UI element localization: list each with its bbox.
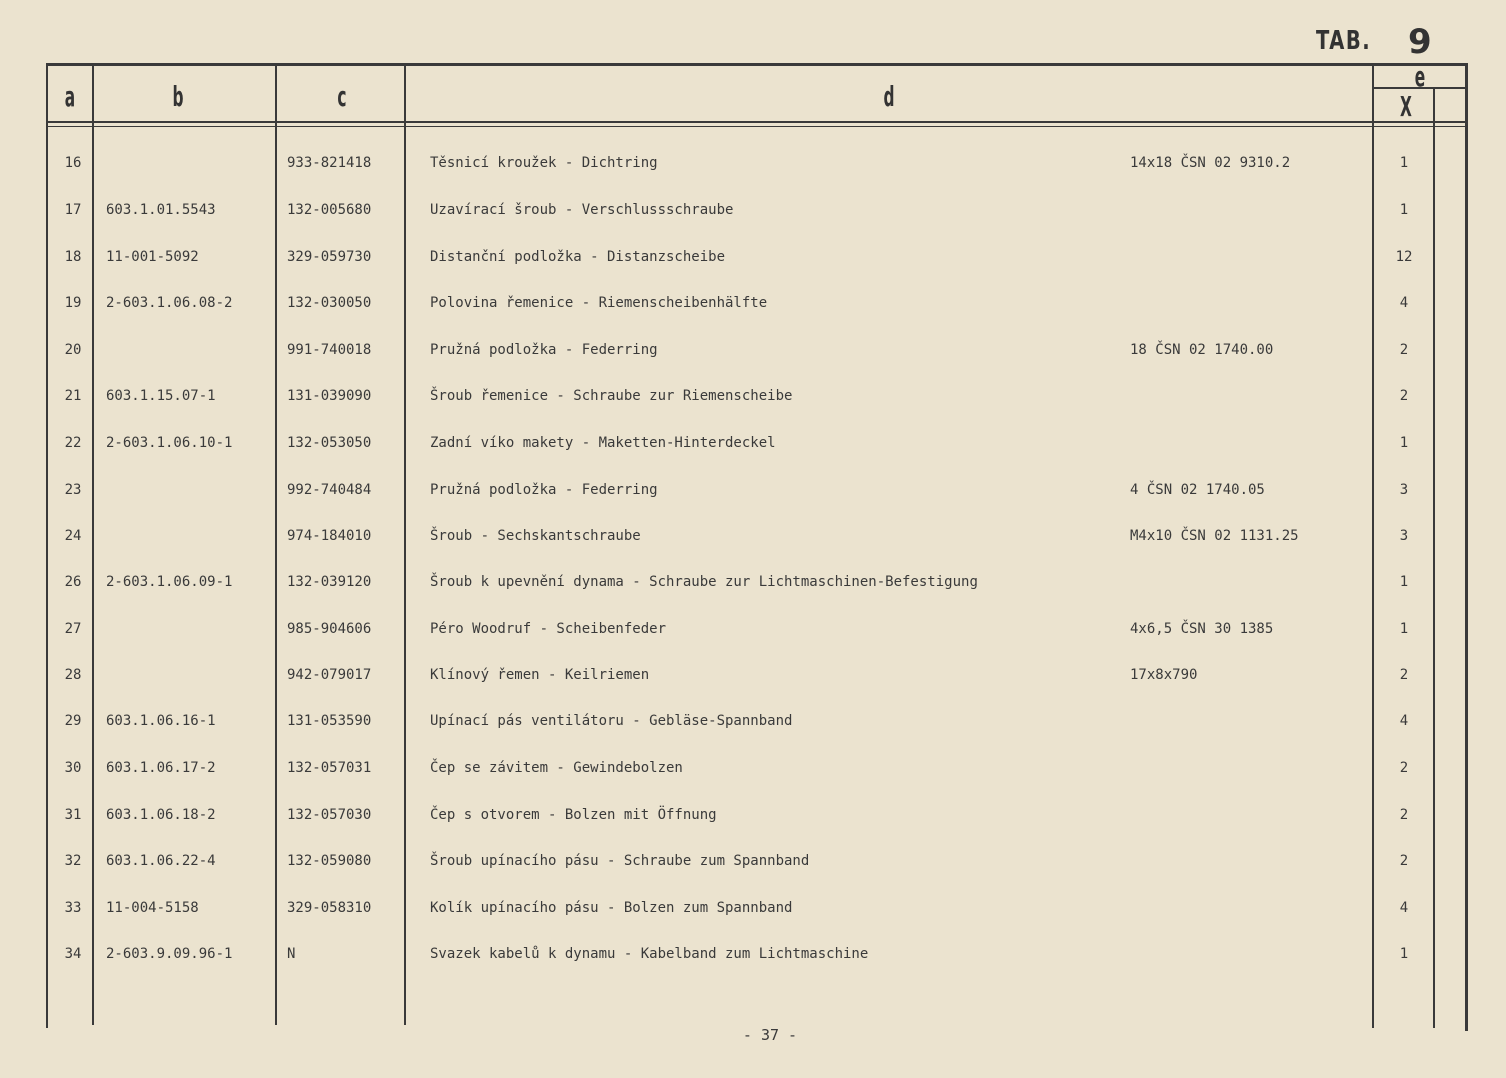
cell-standard: M4x10 ČSN 02 1131.25 <box>1130 528 1299 544</box>
table-row <box>0 710 1506 732</box>
cell-quantity: 3 <box>1399 482 1409 498</box>
tab-number: 9 <box>1408 22 1432 62</box>
cell-quantity: 12 <box>1395 249 1413 265</box>
cell-position: 22 <box>64 435 82 451</box>
cell-position: 24 <box>64 528 82 544</box>
cell-position: 34 <box>64 946 82 962</box>
cell-standard: 4 ČSN 02 1740.05 <box>1130 482 1265 498</box>
header-c: c <box>337 80 347 113</box>
cell-drawing-number: 11-004-5158 <box>106 900 199 916</box>
cell-quantity: 4 <box>1399 900 1409 916</box>
table-row <box>0 757 1506 779</box>
cell-description: Čep se závitem - Gewindebolzen <box>430 760 683 776</box>
header-double-border <box>46 126 1468 127</box>
cell-drawing-number: 2-603.9.09.96-1 <box>106 946 233 962</box>
cell-drawing-number: 2-603.1.06.09-1 <box>106 574 233 590</box>
cell-drawing-number: 11-001-5092 <box>106 249 199 265</box>
header-e: e <box>1414 60 1426 93</box>
cell-drawing-number: 603.1.06.18-2 <box>106 807 216 823</box>
cell-description: Klínový řemen - Keilriemen <box>430 667 650 683</box>
table-row <box>0 152 1506 174</box>
cell-part-number: 329-059730 <box>287 249 372 265</box>
cell-position: 20 <box>64 342 82 358</box>
table-row <box>0 850 1506 872</box>
cell-quantity: 1 <box>1399 946 1409 962</box>
cell-description: Uzavírací šroub - Verschlussschraube <box>430 202 734 218</box>
cell-quantity: 2 <box>1399 342 1409 358</box>
cell-position: 28 <box>64 667 82 683</box>
cell-position: 18 <box>64 249 82 265</box>
cell-description: Upínací pás ventilátoru - Gebläse-Spannband <box>430 713 793 729</box>
cell-position: 26 <box>64 574 82 590</box>
cell-description: Pružná podložka - Federring <box>430 342 658 358</box>
cell-position: 21 <box>64 388 82 404</box>
table-row <box>0 246 1506 268</box>
cell-position: 16 <box>64 155 82 171</box>
cell-part-number: 132-039120 <box>287 574 372 590</box>
table-row <box>0 571 1506 593</box>
cell-quantity: 1 <box>1399 202 1409 218</box>
page-number: - 37 - <box>742 1026 798 1044</box>
cell-part-number: 985-904606 <box>287 621 372 637</box>
cell-standard: 4x6,5 ČSN 30 1385 <box>1130 621 1274 637</box>
cell-position: 27 <box>64 621 82 637</box>
cell-description: Šroub k upevnění dynama - Schraube zur Lichtmaschinen-Befestigung <box>430 574 978 590</box>
cell-position: 30 <box>64 760 82 776</box>
table-row <box>0 943 1506 965</box>
table-row <box>0 897 1506 919</box>
cell-description: Zadní víko makety - Maketten-Hinterdeckel <box>430 435 776 451</box>
cell-description: Šroub řemenice - Schraube zur Riemenscheibe <box>430 388 793 404</box>
cell-position: 17 <box>64 202 82 218</box>
cell-quantity: 2 <box>1399 853 1409 869</box>
cell-part-number: 933-821418 <box>287 155 372 171</box>
cell-description: Šroub upínacího pásu - Schraube zum Spannband <box>430 853 810 869</box>
cell-quantity: 1 <box>1399 574 1409 590</box>
cell-quantity: 4 <box>1399 713 1409 729</box>
cell-part-number: N <box>287 946 296 962</box>
cell-standard: 14x18 ČSN 02 9310.2 <box>1130 155 1291 171</box>
cell-part-number: 132-059080 <box>287 853 372 869</box>
cell-part-number: 132-005680 <box>287 202 372 218</box>
header-a: a <box>64 80 76 113</box>
cell-part-number: 974-184010 <box>287 528 372 544</box>
cell-part-number: 132-030050 <box>287 295 372 311</box>
header-d: d <box>883 80 895 113</box>
cell-drawing-number: 2-603.1.06.08-2 <box>106 295 233 311</box>
table-row <box>0 385 1506 407</box>
cell-quantity: 4 <box>1399 295 1409 311</box>
cell-drawing-number: 2-603.1.06.10-1 <box>106 435 233 451</box>
col-border-x-blank <box>1433 87 1435 1028</box>
cell-standard: 18 ČSN 02 1740.00 <box>1130 342 1274 358</box>
cell-drawing-number: 603.1.06.22-4 <box>106 853 216 869</box>
cell-drawing-number: 603.1.15.07-1 <box>106 388 216 404</box>
cell-part-number: 329-058310 <box>287 900 372 916</box>
cell-part-number: 991-740018 <box>287 342 372 358</box>
cell-description: Těsnicí kroužek - Dichtring <box>430 155 658 171</box>
table-row <box>0 432 1506 454</box>
cell-quantity: 1 <box>1399 155 1409 171</box>
header-b: b <box>172 80 184 113</box>
cell-part-number: 942-079017 <box>287 667 372 683</box>
cell-quantity: 2 <box>1399 807 1409 823</box>
cell-part-number: 132-053050 <box>287 435 372 451</box>
cell-part-number: 131-053590 <box>287 713 372 729</box>
cell-description: Polovina řemenice - Riemenscheibenhälfte <box>430 295 768 311</box>
cell-description: Distanční podložka - Distanzscheibe <box>430 249 726 265</box>
cell-quantity: 1 <box>1399 435 1409 451</box>
header-x: X <box>1400 90 1412 123</box>
cell-description: Pružná podložka - Federring <box>430 482 658 498</box>
cell-quantity: 2 <box>1399 760 1409 776</box>
table-row <box>0 199 1506 221</box>
cell-drawing-number: 603.1.06.16-1 <box>106 713 216 729</box>
cell-position: 32 <box>64 853 82 869</box>
cell-description: Čep s otvorem - Bolzen mit Öffnung <box>430 807 717 823</box>
cell-standard: 17x8x790 <box>1130 667 1198 683</box>
cell-quantity: 3 <box>1399 528 1409 544</box>
cell-part-number: 132-057030 <box>287 807 372 823</box>
table-row <box>0 339 1506 361</box>
cell-position: 29 <box>64 713 82 729</box>
cell-description: Svazek kabelů k dynamu - Kabelband zum Lichtmaschine <box>430 946 869 962</box>
cell-position: 19 <box>64 295 82 311</box>
cell-quantity: 2 <box>1399 388 1409 404</box>
table-row <box>0 618 1506 640</box>
table-row <box>0 664 1506 686</box>
table-row <box>0 479 1506 501</box>
cell-description: Kolík upínacího pásu - Bolzen zum Spannband <box>430 900 793 916</box>
cell-part-number: 132-057031 <box>287 760 372 776</box>
table-top-border <box>46 63 1468 66</box>
cell-quantity: 1 <box>1399 621 1409 637</box>
cell-drawing-number: 603.1.01.5543 <box>106 202 216 218</box>
table-row <box>0 804 1506 826</box>
cell-part-number: 131-039090 <box>287 388 372 404</box>
cell-position: 23 <box>64 482 82 498</box>
header-bottom-border <box>46 121 1468 123</box>
cell-position: 31 <box>64 807 82 823</box>
cell-position: 33 <box>64 900 82 916</box>
table-row <box>0 525 1506 547</box>
tab-label: TAB. <box>1316 26 1372 56</box>
cell-drawing-number: 603.1.06.17-2 <box>106 760 216 776</box>
cell-description: Šroub - Sechskantschraube <box>430 528 641 544</box>
cell-description: Péro Woodruf - Scheibenfeder <box>430 621 667 637</box>
table-row <box>0 292 1506 314</box>
cell-quantity: 2 <box>1399 667 1409 683</box>
cell-part-number: 992-740484 <box>287 482 372 498</box>
